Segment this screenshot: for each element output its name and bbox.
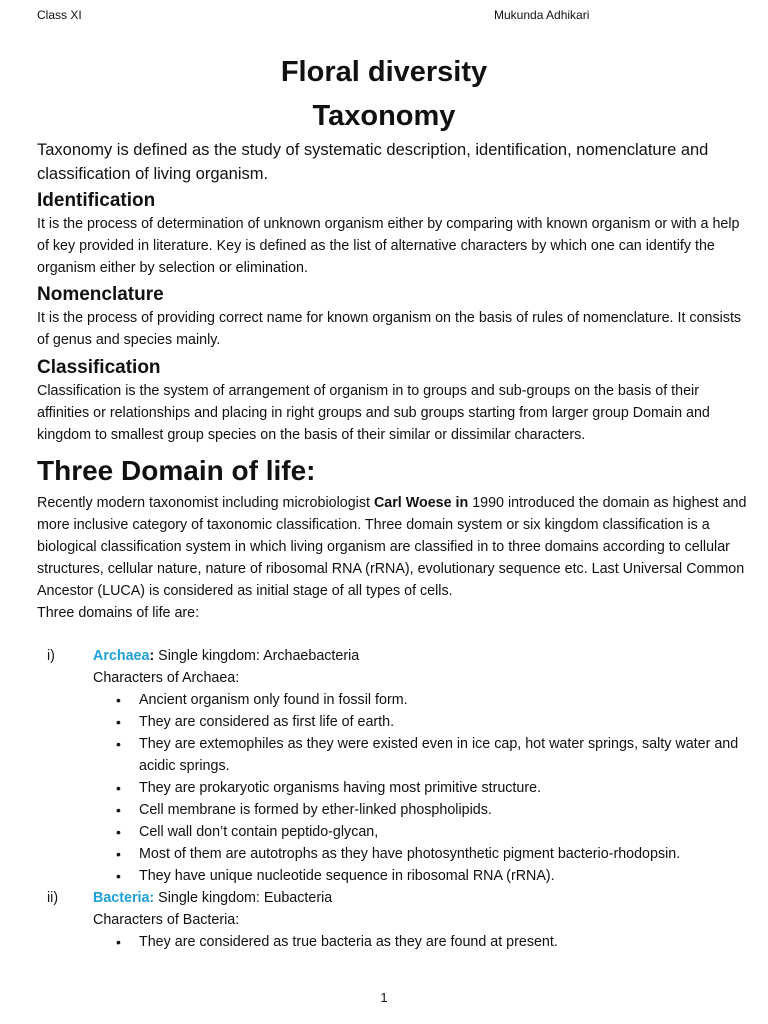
- header-author: Mukunda Adhikari: [494, 8, 590, 22]
- list-item: • They have unique nucleotide sequence in ribosomal RNA (rRNA).: [139, 865, 749, 887]
- bacteria-characters-list: [93, 931, 749, 953]
- domain-colon: :: [149, 648, 155, 664]
- domain-number: i): [47, 648, 55, 664]
- domain-item-archaea: [37, 645, 749, 887]
- page-subtitle: Taxonomy: [312, 100, 456, 132]
- domain-item-bacteria: [37, 887, 749, 953]
- list-item: • Cell membrane is formed by ether-linked phospholipids.: [139, 799, 749, 821]
- characters-label: Characters of Archaea:: [93, 670, 240, 686]
- section-identification: [37, 189, 749, 279]
- domain-number: ii): [47, 890, 59, 906]
- three-domain-intro: [37, 492, 749, 624]
- section-text: It is the process of determination of unknown organism either by comparing with known organism or with a help of key provided in literature. Key is defined as the list of alternative characters by which one can identify the organism either by selection or elimination.: [37, 216, 740, 276]
- page-number: 1: [380, 990, 388, 1005]
- list-item: • They are extemophiles as they were existed even in ice cap, hot water springs, salty water and acidic springs.: [139, 733, 749, 777]
- domain-kingdom: Single kingdom: Archaebacteria: [154, 648, 360, 664]
- three-domain-paragraph: [37, 492, 749, 602]
- domain-title-line: [93, 887, 749, 909]
- domains-list: [37, 645, 749, 953]
- three-domain-heading: Three Domain of life:: [37, 455, 316, 486]
- page-title: Floral diversity: [280, 56, 488, 88]
- intro-text-b: 1990 introduced the domain as highest and more inclusive category of taxonomic classification. Three domain system or six kingdom classification is a biological classification system in which living organism are classified in to three domains according to cellular structures, cellular nature, nature of ribosomal RNA (rRNA), evolutionary sequence etc. Last Universal Common Ancestor (LUCA) is considered as initial stage of all types of cells.: [37, 495, 747, 599]
- domains-list-label: Three domains of life are:: [37, 605, 200, 621]
- section-classification: [37, 356, 749, 446]
- domain-title-line: [93, 645, 749, 667]
- intro-bold-name: Carl Woese in: [373, 495, 469, 511]
- domain-kingdom: Single kingdom: Eubacteria: [154, 890, 333, 906]
- section-text: It is the process of providing correct name for known organism on the basis of rules of nomenclature. It consists of genus and species mainly.: [37, 310, 742, 348]
- intro-paragraph: Taxonomy is defined as the study of systematic description, identification, nomenclature and classification of living organism.: [37, 141, 709, 183]
- list-item: • Most of them are autotrophs as they have photosynthetic pigment bacterio-rhodopsin.: [139, 843, 749, 865]
- characters-label: Characters of Bacteria:: [93, 912, 240, 928]
- intro-text-a: Recently modern taxonomist including microbiologist: [37, 495, 374, 511]
- list-item: • They are considered as first life of earth.: [139, 711, 749, 733]
- list-item: • Cell wall don’t contain peptido-glycan,: [139, 821, 749, 843]
- domain-name: Archaea: [93, 648, 150, 664]
- domain-name: Bacteria:: [93, 890, 155, 906]
- header-class: Class XI: [37, 8, 82, 22]
- section-heading: Nomenclature: [37, 284, 164, 305]
- section-heading: Classification: [37, 357, 161, 378]
- archaea-characters-list: [93, 689, 749, 887]
- section-heading: Identification: [37, 190, 156, 211]
- section-nomenclature: [37, 283, 749, 351]
- list-item: • They are considered as true bacteria as they are found at present.: [139, 931, 749, 953]
- list-item: • They are prokaryotic organisms having most primitive structure.: [139, 777, 749, 799]
- list-item: • Ancient organism only found in fossil form.: [139, 689, 749, 711]
- section-text: Classification is the system of arrangement of organism in to groups and sub-groups on the basis of their affinities or relationships and placing in right groups and sub groups starting from larger group Domain and kingdom to smallest group species on the basis of their similar or dissimilar characters.: [37, 383, 710, 443]
